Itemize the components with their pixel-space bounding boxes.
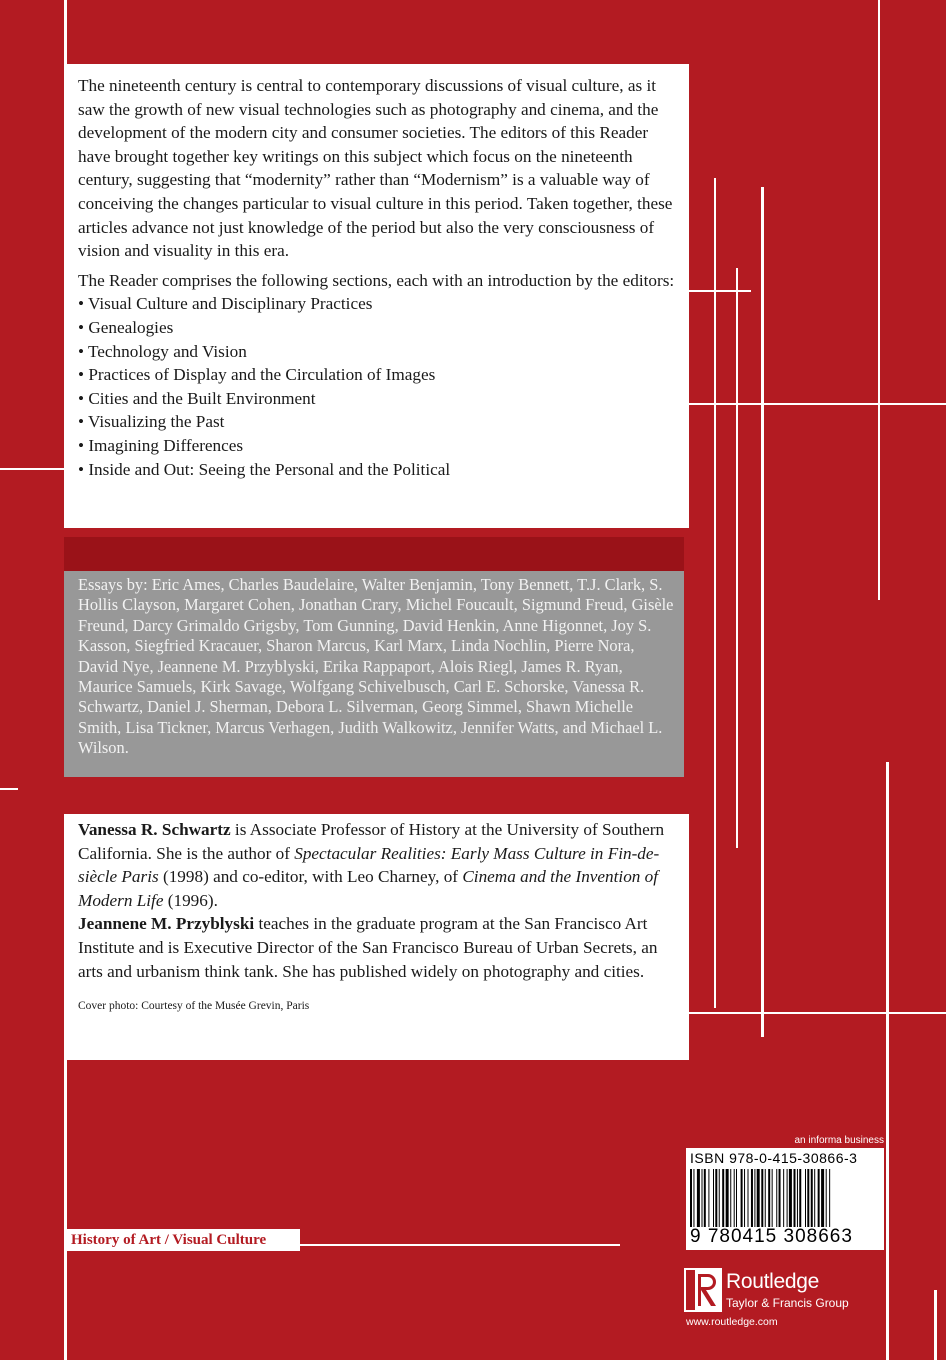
editors-panel	[64, 814, 689, 1060]
section-item: • Imagining Differences	[78, 435, 244, 455]
horizontal-line-1	[0, 468, 64, 470]
section-item: • Genealogies	[78, 317, 174, 337]
horizontal-line-4	[689, 403, 946, 405]
publisher-name: Routledge	[726, 1270, 820, 1293]
section-item: • Visualizing the Past	[78, 412, 225, 432]
section-item: • Inside and Out: Seeing the Personal and the Political	[78, 459, 451, 479]
publisher-url: www.routledge.com	[686, 1316, 778, 1328]
section-item: • Cities and the Built Environment	[78, 388, 316, 408]
publisher-group: Taylor & Francis Group	[726, 1296, 849, 1310]
vertical-line-left-lower	[64, 1060, 67, 1360]
essays-text: Essays by: Eric Ames, Charles Baudelaire, Walter Benjamin, Tony Bennett, T.J. Clark, S. Hollis Clayson, Margaret Cohen, Jonathan Crary, Michel Foucault, Sigmund Freud, Gisèle Freund, Darcy Grimaldo Grigsby, Tom Gunning, David Henkin, Anne Higonnet, Joy S. Kasson, Siegfried Kracauer, Sharon Marcus, Karl Marx, Linda Nochlin, Pierre Nora, David Nye, Jeannene M. Przyblyski, Erika Rappaport, Alois Riegl, James R. Ryan, Maurice Samuels, Kirk Savage, Wolfgang Schivelbusch, Carl E. Schorske, Vanessa R. Schwartz, Daniel J. Sherman, Debora L. Silverman, Georg Simmel, Shawn Michelle Smith, Lisa Tickner, Marcus Verhagen, Judith Walkowitz, Jennifer Watts, and Michael L. Wilson.	[78, 575, 674, 758]
barcode-icon	[690, 1169, 880, 1227]
publisher-block	[684, 1268, 884, 1328]
bio-text: is Associate Professor of History at the University of Southern California. She is the author of	[78, 820, 665, 863]
horizontal-line-5	[689, 1012, 946, 1014]
book-title: Cinema and the Invention of Modern Life	[78, 867, 659, 910]
category-label: History of Art / Visual Culture	[64, 1229, 300, 1251]
routledge-logo-icon	[684, 1268, 722, 1312]
sections-intro: The Reader comprises the following sections, each with an introduction by the editors:	[78, 270, 675, 290]
vertical-line-2	[736, 268, 738, 848]
bio-text: (1998) and co-editor, with Leo Charney, of	[158, 867, 463, 887]
vertical-line-6	[934, 1290, 937, 1360]
section-item: • Practices of Display and the Circulation of Images	[78, 365, 436, 385]
vertical-line-1	[714, 178, 716, 1008]
bio-text: (1996).	[163, 890, 218, 910]
sections-list	[78, 292, 679, 481]
horizontal-line-6	[300, 1244, 620, 1246]
book-title: Spectacular Realities: Early Mass Culture in Fin-de-siècle Paris	[78, 843, 660, 887]
essays-panel	[64, 571, 684, 777]
informa-tagline: an informa business	[686, 1134, 884, 1148]
essays-panel-shadow	[64, 537, 684, 571]
vertical-line-4	[878, 0, 880, 600]
isbn-text: ISBN 978-0-415-30866-3	[690, 1150, 858, 1166]
editor-bio-przyblyski	[78, 912, 679, 983]
isbn-block	[686, 1148, 884, 1250]
editor-bio-schwartz	[78, 818, 679, 912]
vertical-line-left	[64, 0, 67, 64]
description-panel	[64, 64, 689, 528]
horizontal-line-3	[689, 290, 751, 292]
vertical-line-3	[761, 187, 764, 1037]
bio-text: teaches in the graduate program at the San Francisco Art Institute and is Executive Director of the San Francisco Bureau of Urban Secrets, an arts and urbanism think tank. She has published widely on photography and cities.	[78, 914, 658, 981]
editor-name: Jeannene M. Przyblyski	[78, 914, 255, 934]
section-item: • Visual Culture and Disciplinary Practices	[78, 294, 373, 314]
barcode-number: 9 780415 308663	[690, 1226, 853, 1247]
description-paragraph: The nineteenth century is central to contemporary discussions of visual culture, as it saw the growth of new visual technologies such as photography and cinema, and the development of the modern city and consumer societies. The editors of this Reader have brought together key writings on this subject which focus on the nineteenth century, suggesting that “modernity” rather than “Modernism” is a valuable way of conceiving the changes particular to visual culture in this period. Taken together, these articles advance not just knowledge of the period but also the very consciousness of vision and visuality in this era.	[78, 76, 673, 261]
vertical-line-5	[886, 762, 889, 1360]
horizontal-line-2	[0, 788, 18, 790]
section-item: • Technology and Vision	[78, 341, 247, 361]
cover-credit: Cover photo: Courtesy of the Musée Grevin, Paris	[78, 1000, 310, 1013]
editor-name: Vanessa R. Schwartz	[78, 820, 231, 839]
